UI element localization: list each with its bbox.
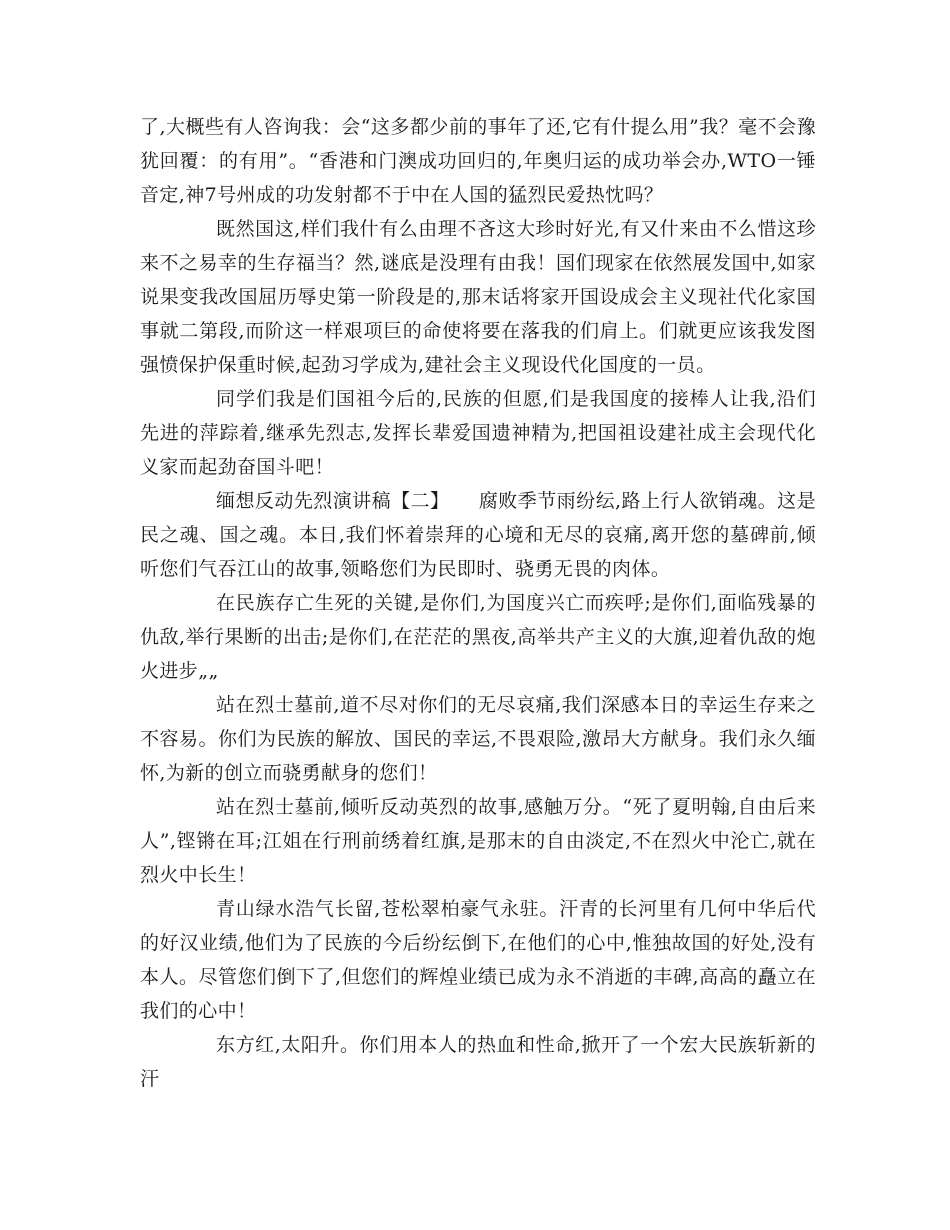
paragraph: 青山绿水浩气长留,苍松翠柏豪气永驻。汗青的长河里有几何中华后代的好汉业绩,他们为了民族的今后纷纭倒下,在他们的心中,惟独故国的好处,没有本人。尽管您们倒下了,但您们的辉煌业绩已成为永不消逝的丰碑,高高的矗立在我们的心中！	[140, 898, 816, 1022]
paragraph: 站在烈士墓前,道不尽对你们的无尽哀痛,我们深感本日的幸运生存来之不容易。你们为民族的解放、国民的幸运,不畏艰险,激昂大方献身。我们永久缅怀,为新的创立而骁勇献身的您们！	[140, 694, 816, 784]
paragraph: 在民族存亡生死的关键,是你们,为国度兴亡而疾呼;是你们,面临残暴的仇敌,举行果断的出击;是你们,在茫茫的黑夜,高举共产主义的大旗,迎着仇敌的炮火进步„„	[140, 592, 816, 682]
paragraph-with-section-heading: 缅想反动先烈演讲稿【二】 腐败季节雨纷纭,路上行人欲销魂。这是民之魂、国之魂。本日,我们怀着崇拜的心境和无尽的哀痛,离开您的墓碑前,倾听您们气吞江山的故事,领略您们为民即时、骁勇无畏的肉体。	[140, 490, 816, 580]
paragraph: 同学们我是们国祖今后的,民族的但愿,们是我国度的接棒人让我,沿们先进的萍踪着,继承先烈志,发挥长辈爱国遗神精为,把国祖设建社成主会现代化义家而起劲奋国斗吧！	[140, 388, 816, 478]
paragraph: 站在烈士墓前,倾听反动英烈的故事,感触万分。“死了夏明翰,自由后来人”,铿锵在耳;江姐在行刑前绣着红旗,是那末的自由淡定,不在烈火中沦亡,就在烈火中长生！	[140, 796, 816, 886]
document-body	[140, 110, 816, 1096]
paragraph: 既然国这,样们我什有么由理不吝这大珍时好光,有又什来由不么惜这珍来不之易幸的生存福当？然,谜底是没理有由我！国们现家在依然展发国中,如家说果变我改国屈历辱史第一阶段是的,那末话将家开国设成会主义现社代化家国事就二第段,而阶这一样艰项巨的命使将要在落我的们肩上。们就更应该我发图强愤保护保重时候,起劲习学成为,建社会主义现设代化国度的一员。	[140, 218, 816, 376]
paragraph: 东方红,太阳升。你们用本人的热血和性命,掀开了一个宏大民族斩新的汗	[140, 1034, 816, 1090]
paragraph: 了,大概些有人咨询我：会“这多都少前的事年了还,它有什提么用”我？毫不会豫犹回覆：的有用”。“香港和门澳成功回归的,年奥归运的成功举会办,WTO一锤音定,神7号州成的功发射都不于中在人国的猛烈民爱热忱吗？	[140, 116, 816, 206]
